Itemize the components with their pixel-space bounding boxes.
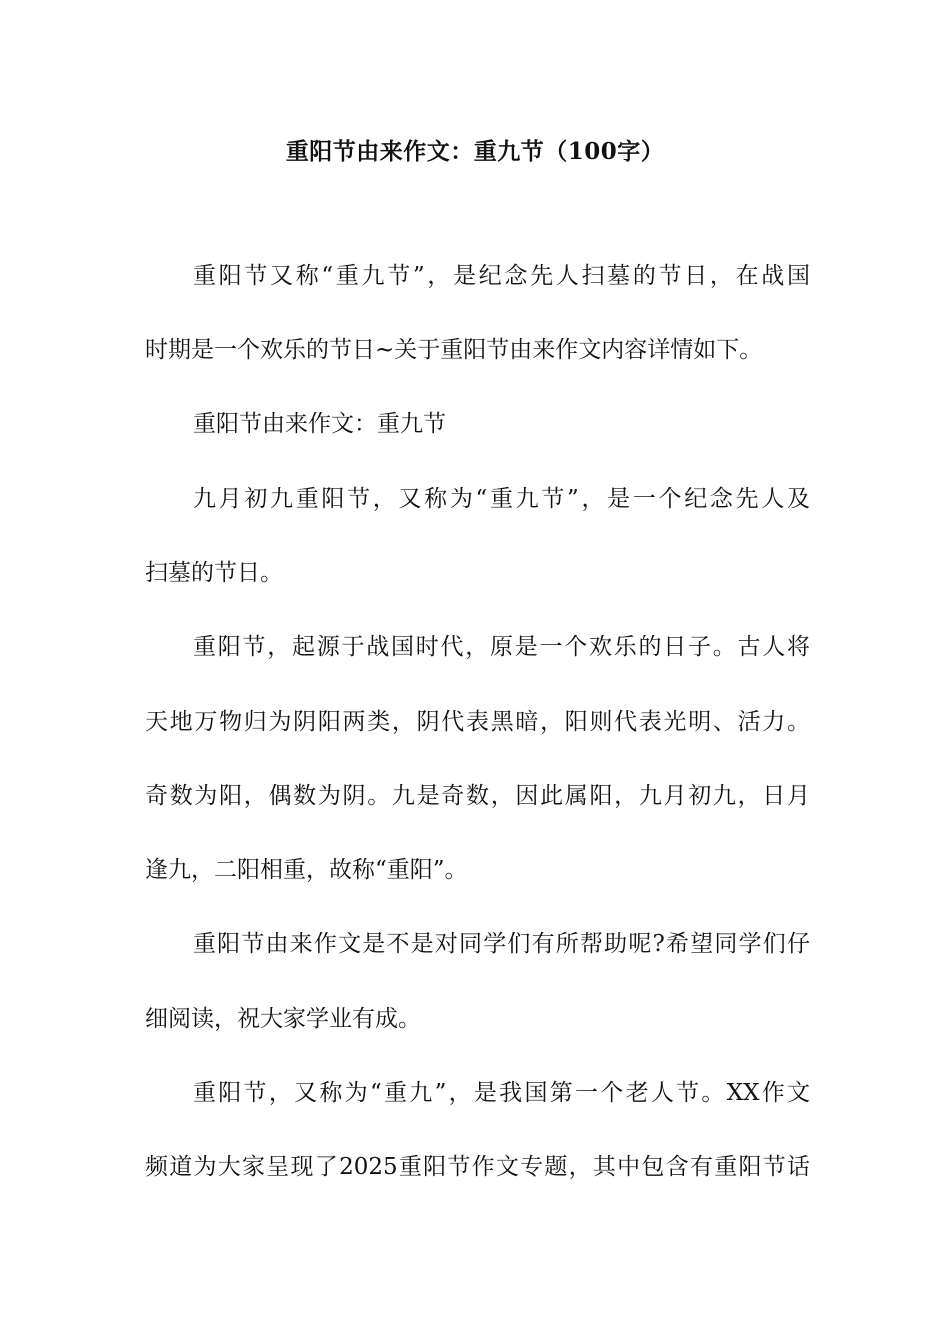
section-heading-line: 重阳节由来作文：重九节 [193,411,446,437]
paragraph-3-line-2: 天地万物归为阴阳两类，阴代表黑暗，阳则代表光明、活力。 [145,709,810,735]
paragraph-5-line-2: 频道为大家呈现了2025重阳节作文专题，其中包含有重阳节话 [145,1154,810,1180]
paragraph-2-line-1: 九月初九重阳节，又称为“重九节”，是一个纪念先人及 [193,486,810,512]
document-title: 重阳节由来作文：重九节（100字） [285,138,665,165]
paragraph-1-line-1: 重阳节又称“重九节”，是纪念先人扫墓的节日，在战国 [193,263,810,289]
paragraph-3-line-3: 奇数为阳，偶数为阴。九是奇数，因此属阳，九月初九，日月 [145,783,810,809]
paragraph-3-line-1: 重阳节，起源于战国时代，原是一个欢乐的日子。古人将 [193,634,810,660]
paragraph-2-line-2: 扫墓的节日。 [145,560,283,586]
paragraph-4-line-1: 重阳节由来作文是不是对同学们有所帮助呢?希望同学们仔 [193,931,810,957]
paragraph-1-line-2: 时期是一个欢乐的节日~关于重阳节由来作文内容详情如下。 [145,337,763,363]
paragraph-4-line-2: 细阅读，祝大家学业有成。 [145,1006,421,1032]
paragraph-3-line-4: 逢九，二阳相重，故称“重阳”。 [145,857,468,883]
paragraph-5-line-1: 重阳节，又称为“重九”，是我国第一个老人节。XX作文 [193,1080,810,1106]
